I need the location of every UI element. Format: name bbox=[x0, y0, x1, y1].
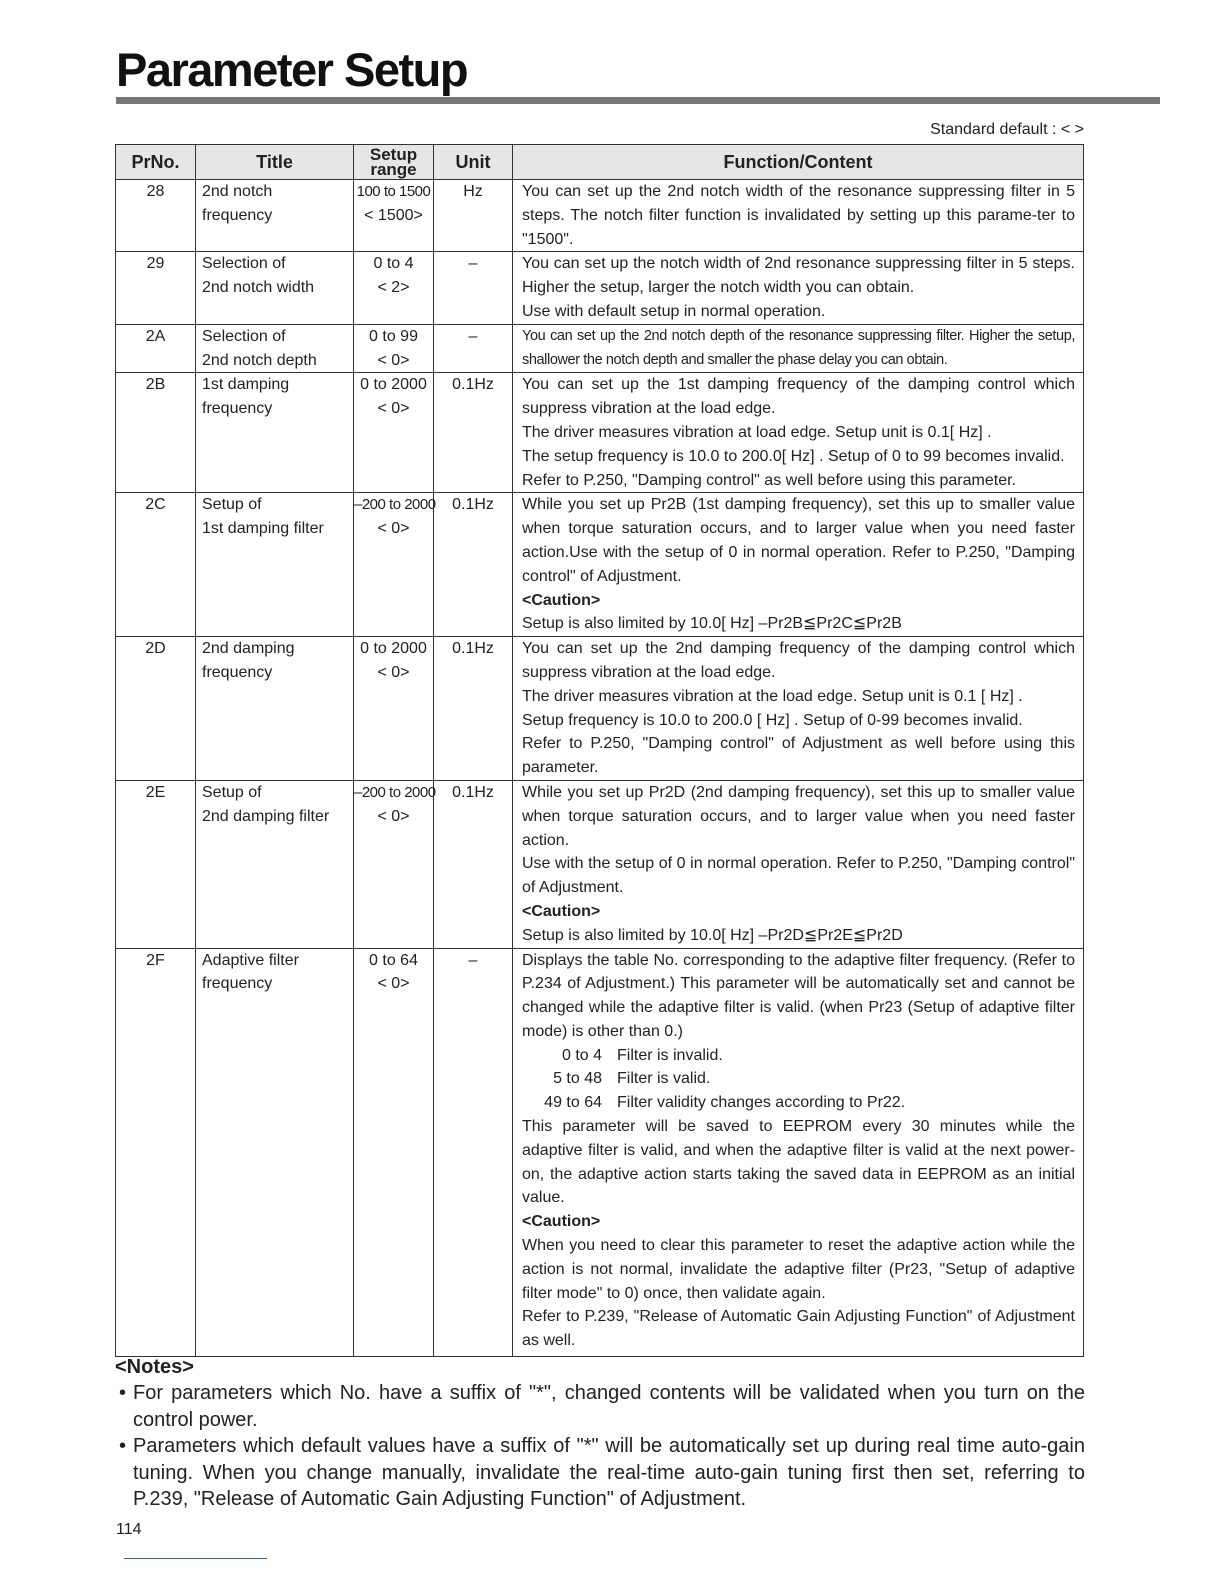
caution-label: <Caution> bbox=[522, 902, 601, 920]
header-prno: PrNo. bbox=[116, 145, 196, 180]
sub-range-row bbox=[522, 1044, 1075, 1068]
content-paragraph: Displays the table No. corresponding to the adaptive filter frequency. (Refer to P.234 of Adjustment.) This parameter will be automatically set and cannot be changed while the adaptive filter is valid. (when Pr23 (Setup of adaptive filter mode) is other than 0.) bbox=[522, 951, 1075, 1040]
title-line: frequency bbox=[202, 400, 273, 418]
cell-prno: 28 bbox=[116, 180, 196, 252]
content-paragraph: You can set up the 2nd damping frequency of the damping control which suppress vibration at the load edge. bbox=[522, 640, 1075, 681]
title-line: Setup of bbox=[202, 496, 262, 514]
content-paragraph: Use with the setup of 0 in normal operation. Refer to P.250, "Damping control" of Adjustment. bbox=[522, 855, 1075, 897]
table-row bbox=[116, 948, 1084, 1356]
sub-range-row bbox=[522, 1091, 1075, 1115]
content-paragraph: While you set up Pr2B (1st damping frequency), set this up to smaller value when torque saturation occurs, and to larger value when you need faster action.Use with the setup of 0 in normal operation. Refer to P.250, "Damping control" of Adjustment. bbox=[522, 496, 1075, 585]
note-text: For parameters which No. have a suffix of "*", changed contents will be validated when you turn on the control power. bbox=[133, 1382, 1085, 1431]
cell-function bbox=[513, 180, 1084, 252]
title-line: Setup of bbox=[202, 783, 262, 801]
bullet-icon: • bbox=[119, 1382, 127, 1404]
page-number: 114 bbox=[116, 1521, 142, 1538]
header-unit: Unit bbox=[434, 145, 513, 180]
cell-title bbox=[196, 324, 354, 373]
content-paragraph: Setup is also limited by 10.0[ Hz] –Pr2D≦Pr2E≦Pr2D bbox=[522, 926, 903, 944]
table-row bbox=[116, 180, 1084, 252]
content-paragraph: Use with default setup in normal operation. bbox=[522, 302, 826, 320]
cell-function bbox=[513, 373, 1084, 493]
cell-unit: 0.1Hz bbox=[434, 493, 513, 637]
range-line: < 2> bbox=[377, 279, 410, 297]
sub-range-value: 0 to 4 bbox=[561, 1046, 602, 1064]
cell-setup-range bbox=[354, 252, 434, 324]
note-item bbox=[115, 1380, 1085, 1433]
page-title: Parameter Setup bbox=[116, 43, 468, 96]
cell-title bbox=[196, 637, 354, 781]
cell-function bbox=[513, 493, 1084, 637]
content-paragraph: This parameter will be saved to EEPROM every 30 minutes while the adaptive filter is valid, and when the adaptive filter is valid at the next power-on, the adaptive action starts taking the saved data in EEPROM as an initial value. bbox=[522, 1118, 1075, 1207]
content-paragraph: You can set up the notch width of 2nd resonance suppressing filter in 5 steps. Higher the setup, larger the notch width you can obtain. bbox=[522, 255, 1075, 297]
cell-unit: – bbox=[434, 324, 513, 373]
header-setup-range bbox=[354, 145, 434, 180]
cell-setup-range bbox=[354, 373, 434, 493]
range-line: –200 to 2000 bbox=[354, 496, 436, 514]
cell-unit: Hz bbox=[434, 180, 513, 252]
cell-function bbox=[513, 948, 1084, 1356]
cell-prno: 2F bbox=[116, 948, 196, 1356]
content-paragraph: You can set up the 2nd notch depth of the resonance suppressing filter. Higher the setup, shallower the notch depth and smaller the phase delay you can obtain. bbox=[522, 327, 1075, 368]
table-header-row bbox=[116, 145, 1084, 180]
content-paragraph: Setup is also limited by 10.0[ Hz] –Pr2B≦Pr2C≦Pr2B bbox=[522, 615, 902, 633]
content-paragraph: You can set up the 1st damping frequency of the damping control which suppress vibration at the load edge. bbox=[522, 376, 1075, 418]
range-line: < 0> bbox=[377, 400, 410, 418]
title-line: 2nd notch width bbox=[202, 279, 315, 297]
title-line: Selection of bbox=[202, 327, 286, 345]
title-line: frequency bbox=[202, 206, 273, 224]
range-line: < 0> bbox=[377, 520, 410, 538]
range-line: < 0> bbox=[377, 663, 410, 681]
sub-range-desc: Filter is valid. bbox=[617, 1070, 711, 1088]
content-paragraph: While you set up Pr2D (2nd damping frequency), set this up to smaller value when torque saturation occurs, and to larger value when you need faster action. bbox=[522, 783, 1075, 849]
content-paragraph: You can set up the 2nd notch width of the resonance suppressing filter in 5 steps. The notch filter function is invalidated by setting up this parame-ter to "1500". bbox=[522, 183, 1075, 248]
cell-setup-range bbox=[354, 780, 434, 948]
content-paragraph: Setup frequency is 10.0 to 200.0 [ Hz] . Setup of 0-99 becomes invalid. bbox=[522, 711, 1023, 729]
note-item bbox=[115, 1433, 1085, 1513]
caution-label: <Caution> bbox=[522, 1213, 601, 1231]
cell-setup-range bbox=[354, 324, 434, 373]
title-line: 2nd damping bbox=[202, 640, 295, 658]
title-line: 1st damping bbox=[202, 376, 290, 394]
standard-default-note: Standard default : < > bbox=[930, 121, 1084, 138]
title-rule bbox=[116, 97, 1160, 104]
content-paragraph: The driver measures vibration at the load edge. Setup unit is 0.1 [ Hz] . bbox=[522, 687, 1023, 705]
sub-range-row bbox=[522, 1067, 1075, 1091]
content-paragraph: Refer to P.250, "Damping control" as well before using this parameter. bbox=[522, 471, 1016, 489]
title-line: 2nd notch bbox=[202, 183, 273, 200]
sub-range-value: 49 to 64 bbox=[544, 1094, 602, 1112]
cell-unit: – bbox=[434, 252, 513, 324]
cell-function bbox=[513, 252, 1084, 324]
cell-function bbox=[513, 637, 1084, 781]
cell-unit: 0.1Hz bbox=[434, 637, 513, 781]
sub-range-desc: Filter is invalid. bbox=[617, 1046, 723, 1064]
range-line: 0 to 64 bbox=[369, 951, 418, 969]
range-line: 0 to 2000 bbox=[360, 640, 427, 658]
caution-label: <Caution> bbox=[522, 591, 601, 609]
cell-prno: 2C bbox=[116, 493, 196, 637]
cell-unit: 0.1Hz bbox=[434, 780, 513, 948]
header-function: Function/Content bbox=[513, 145, 1084, 180]
bottom-link-rule bbox=[124, 1558, 267, 1559]
sub-range-desc: Filter validity changes according to Pr22. bbox=[617, 1094, 906, 1112]
cell-unit: – bbox=[434, 948, 513, 1356]
content-paragraph: The setup frequency is 10.0 to 200.0[ Hz] . Setup of 0 to 99 becomes invalid. bbox=[522, 447, 1065, 465]
note-text: Parameters which default values have a suffix of "*" will be automatically set up during real time auto-gain tuning. When you change manually, invalidate the real-time auto-gain tuning first then set, referring to P.239, "Release of Automatic Gain Adjusting Function" of Adjustment. bbox=[133, 1435, 1085, 1510]
table-row bbox=[116, 493, 1084, 637]
table-row bbox=[116, 252, 1084, 324]
title-line: 1st damping filter bbox=[202, 520, 324, 538]
cell-title bbox=[196, 373, 354, 493]
range-line: < 0> bbox=[377, 975, 410, 993]
content-paragraph: The driver measures vibration at load edge. Setup unit is 0.1[ Hz] . bbox=[522, 423, 992, 441]
range-line: 100 to 1500 bbox=[356, 183, 431, 200]
cell-setup-range bbox=[354, 493, 434, 637]
cell-title bbox=[196, 252, 354, 324]
cell-setup-range bbox=[354, 180, 434, 252]
range-line: –200 to 2000 bbox=[354, 783, 436, 801]
range-line: 0 to 4 bbox=[373, 255, 414, 273]
cell-unit: 0.1Hz bbox=[434, 373, 513, 493]
title-line: Selection of bbox=[202, 255, 286, 273]
table-body bbox=[116, 180, 1084, 1357]
bullet-icon: • bbox=[119, 1435, 127, 1457]
title-line: 2nd damping filter bbox=[202, 807, 330, 825]
range-line: < 0> bbox=[377, 807, 410, 825]
cell-title bbox=[196, 780, 354, 948]
cell-prno: 2B bbox=[116, 373, 196, 493]
header-setup-range-line1: Setup bbox=[369, 145, 418, 164]
cell-prno: 2A bbox=[116, 324, 196, 373]
range-line: 0 to 99 bbox=[369, 327, 418, 345]
title-line: 2nd notch depth bbox=[202, 351, 317, 369]
cell-setup-range bbox=[354, 948, 434, 1356]
header-setup-range-line2: range bbox=[370, 160, 417, 179]
cell-function bbox=[513, 780, 1084, 948]
content-paragraph: Refer to P.239, "Release of Automatic Gain Adjusting Function" of Adjustment as well. bbox=[522, 1308, 1075, 1350]
cell-prno: 2E bbox=[116, 780, 196, 948]
table-row bbox=[116, 373, 1084, 493]
cell-function bbox=[513, 324, 1084, 373]
parameter-table bbox=[115, 144, 1084, 1357]
title-line: frequency bbox=[202, 663, 273, 681]
sub-range-value: 5 to 48 bbox=[553, 1070, 602, 1088]
title-line: frequency bbox=[202, 975, 273, 993]
table-row bbox=[116, 780, 1084, 948]
table-row bbox=[116, 637, 1084, 781]
table-row bbox=[116, 324, 1084, 373]
notes-heading: <Notes> bbox=[115, 1356, 194, 1378]
cell-title bbox=[196, 180, 354, 252]
header-title: Title bbox=[196, 145, 354, 180]
title-line: Adaptive filter bbox=[202, 951, 299, 969]
cell-prno: 2D bbox=[116, 637, 196, 781]
cell-prno: 29 bbox=[116, 252, 196, 324]
notes-section bbox=[115, 1354, 1085, 1513]
content-paragraph: When you need to clear this parameter to reset the adaptive action while the action is not normal, invalidate the adaptive filter (Pr23, "Setup of adaptive filter mode" to 0) once, then validate again. bbox=[522, 1237, 1075, 1302]
cell-title bbox=[196, 948, 354, 1356]
range-line: < 1500> bbox=[364, 206, 423, 224]
range-line: < 0> bbox=[377, 351, 410, 369]
content-paragraph: Refer to P.250, "Damping control" of Adjustment as well before using this parameter. bbox=[522, 735, 1075, 777]
range-line: 0 to 2000 bbox=[360, 376, 427, 394]
cell-setup-range bbox=[354, 637, 434, 781]
cell-title bbox=[196, 493, 354, 637]
